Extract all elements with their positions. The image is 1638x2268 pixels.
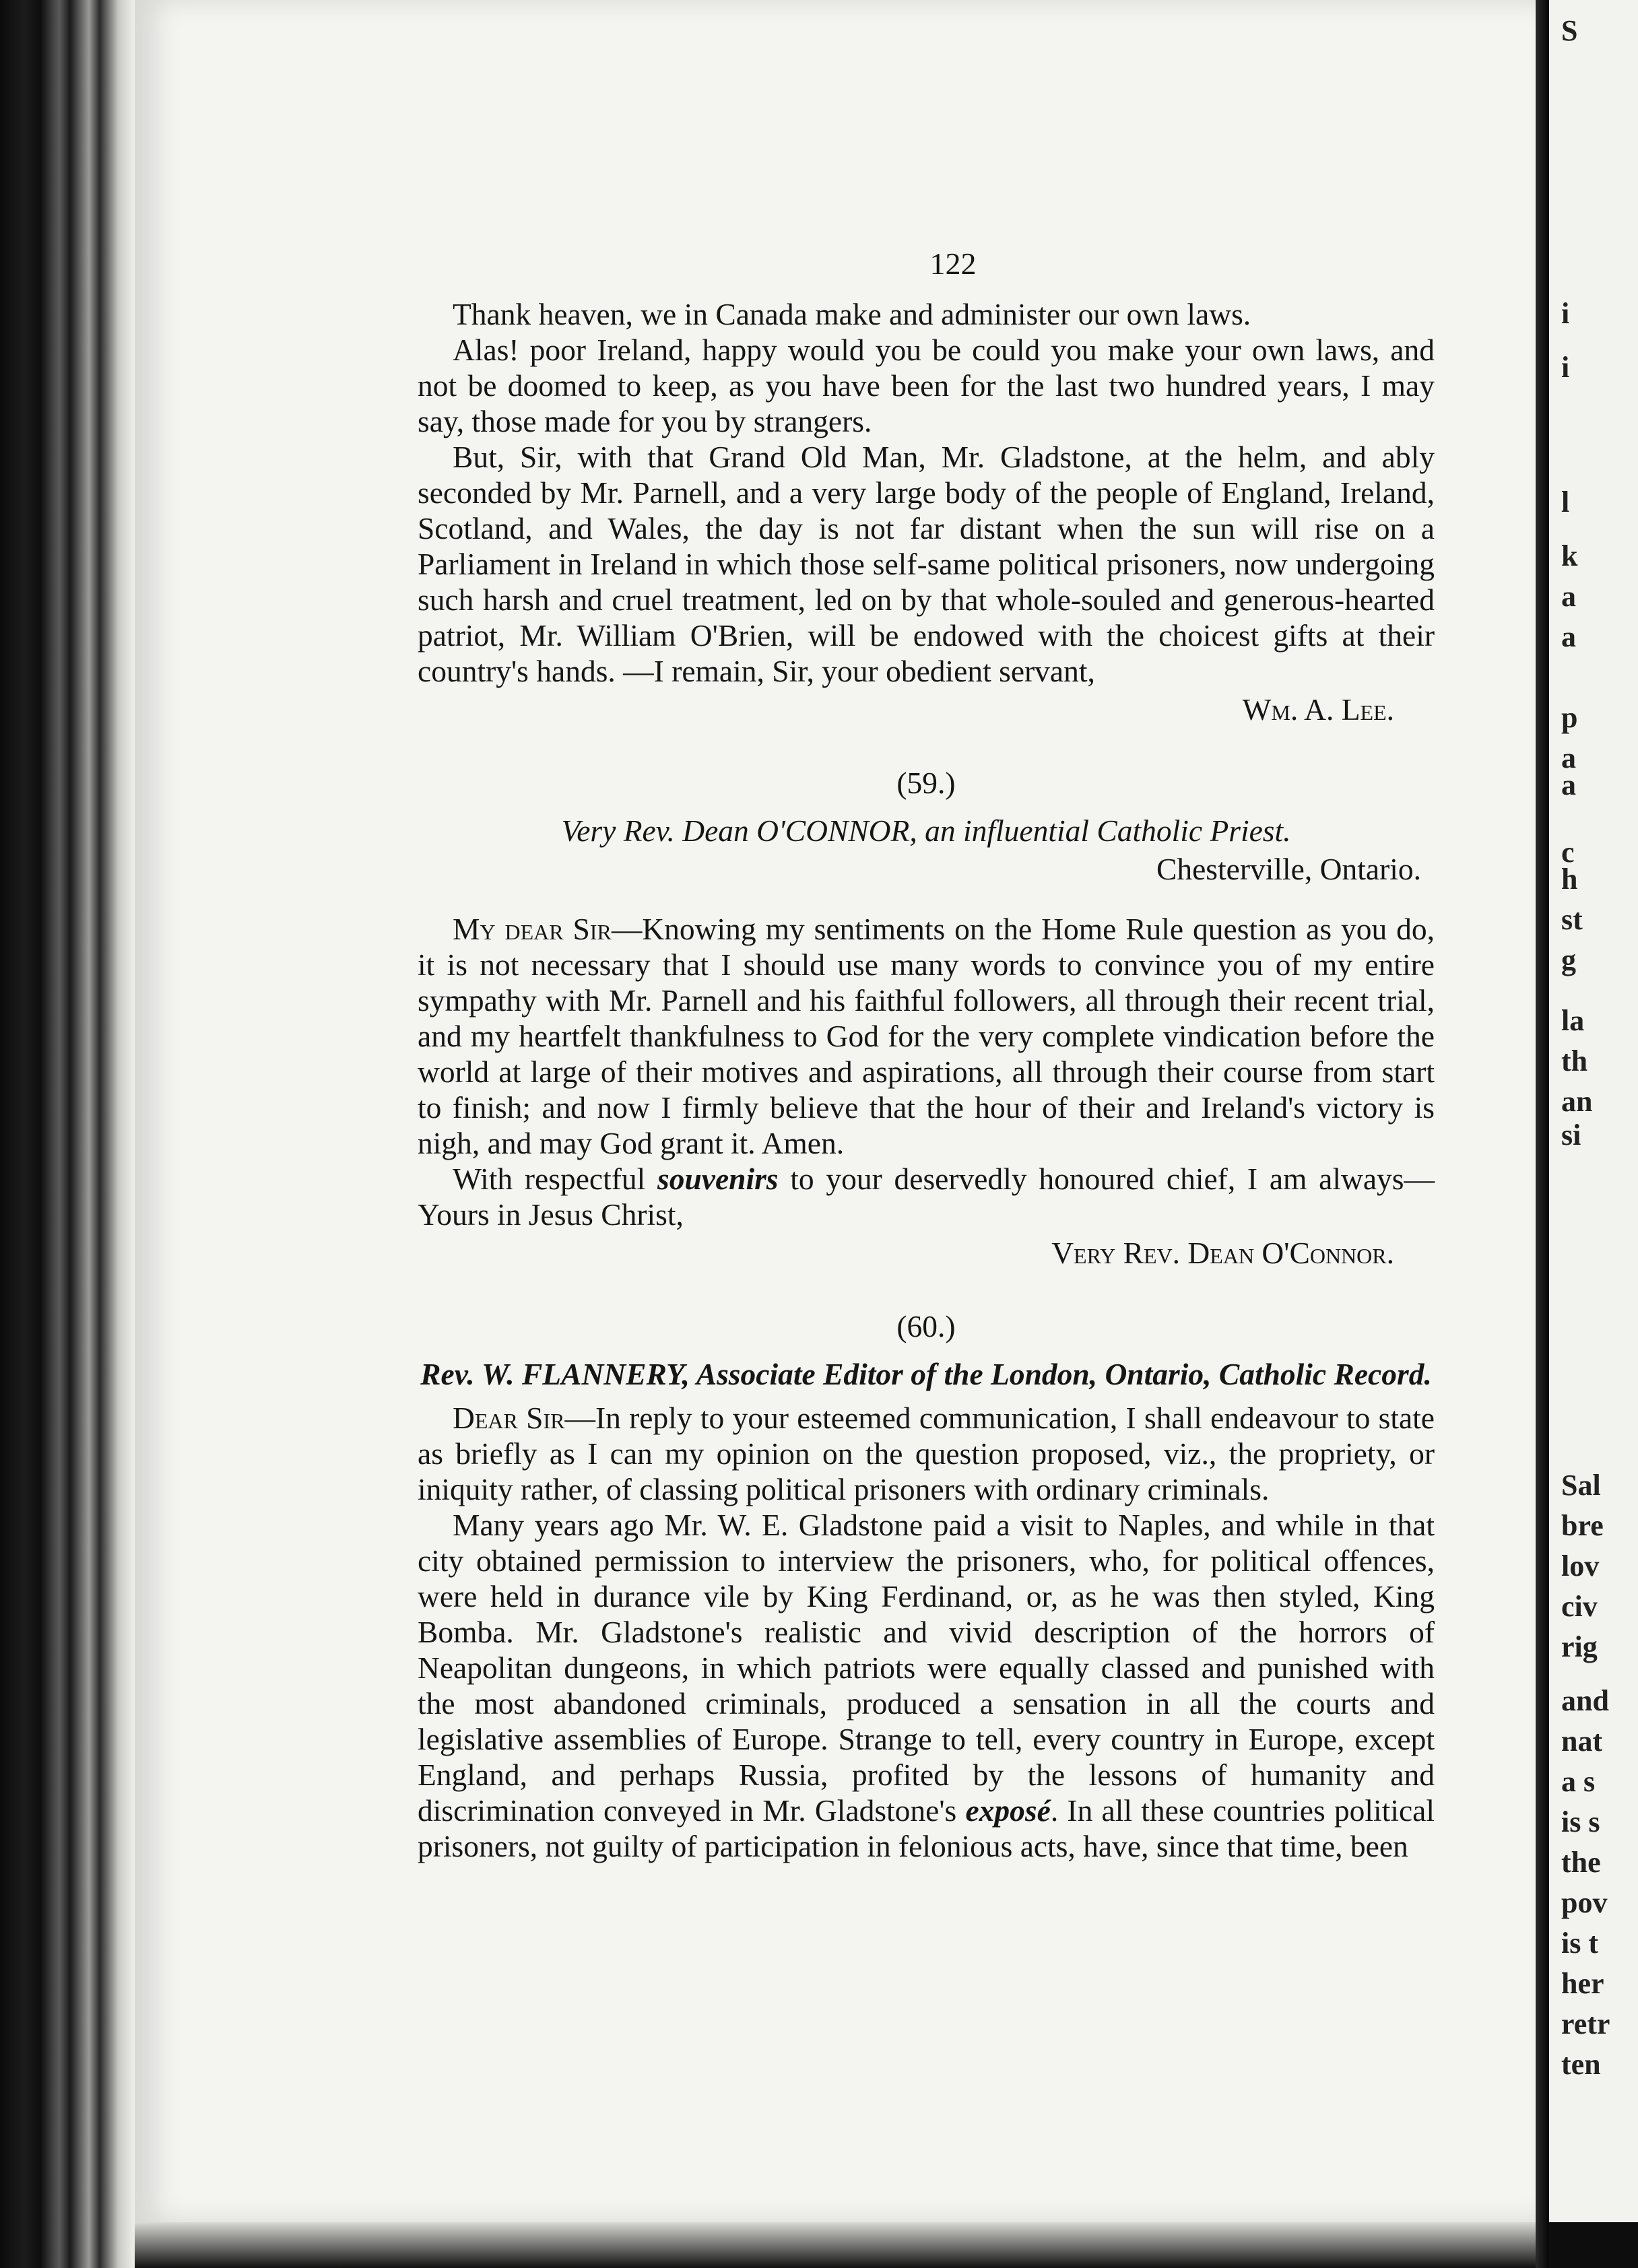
letter-number: (60.) xyxy=(896,1309,956,1343)
body-text: Many years ago Mr. W. E. Gladstone paid a visit to Naples, and while in that city obtained permission to interview the prisoners, who, for political offences, were held in durance vile by King Ferdinand, or, as he was then styled, King Bomba. Mr. Gladstone's realistic and vivid description of the horrors of Neapolitan dungeons, in which patriots were equally classed and punished with the most abandoned criminals, produced a sensation in all the courts and legislative assemblies of Europe. Strange to tell, every country in Europe, except England, and perhaps Russia, profited by the lessons of humanity and discrimination conveyed in Mr. Gladstone's xyxy=(418,1508,1435,1828)
adjacent-page-fragment: and xyxy=(1561,1684,1609,1717)
adjacent-page-fragment: a xyxy=(1561,580,1576,613)
adjacent-page-edge xyxy=(1549,0,1638,2222)
adjacent-page-fragment: h xyxy=(1561,863,1578,896)
adjacent-page-fragment: si xyxy=(1561,1119,1581,1152)
page-content xyxy=(418,246,1435,1864)
adjacent-page-fragment: her xyxy=(1561,1967,1604,2000)
paragraph: Thank heaven, we in Canada make and administer our own laws. xyxy=(453,297,1251,331)
body-text: —In reply to your esteemed communication, I shall endeavour to state as briefly as I can my opinion on the question proposed, viz., the propriety, or iniquity rather, of classing political prisoners with ordinary criminals. xyxy=(418,1401,1435,1506)
adjacent-page-fragment: g xyxy=(1561,943,1576,976)
adjacent-page-fragment: civ xyxy=(1561,1590,1598,1623)
adjacent-page-fragment: rig xyxy=(1561,1630,1598,1663)
heading-title: Associate Editor of the London, Ontario, Catholic Record. xyxy=(690,1357,1432,1391)
letter-place: Chesterville, Ontario. xyxy=(1156,852,1421,886)
body-text: . In all these countries political prisoners, not guilty of participation in felonious acts, have, since that time, been xyxy=(418,1793,1435,1863)
adjacent-page-fragment: pov xyxy=(1561,1886,1608,1919)
adjacent-page-fragment: an xyxy=(1561,1085,1593,1118)
adjacent-page-fragment: a xyxy=(1561,741,1576,774)
adjacent-page-fragment: lov xyxy=(1561,1549,1600,1582)
paragraph: Alas! poor Ireland, happy would you be could you make your own laws, and not be doomed to keep, as you have been for the last two hundred years, I may say, those made for you by strangers. xyxy=(418,333,1435,438)
adjacent-page-fragment: st xyxy=(1561,903,1583,936)
adjacent-page-fragment: Sal xyxy=(1561,1469,1601,1502)
adjacent-page-fragment: a xyxy=(1561,768,1576,801)
italic-word: souvenirs xyxy=(657,1162,779,1196)
adjacent-page-fragment: p xyxy=(1561,701,1578,734)
book-binding xyxy=(0,0,135,2268)
salutation: Dear Sir xyxy=(453,1401,565,1435)
body-text: to your deservedly honoured chief, I am always—Yours in Jesus Christ, xyxy=(418,1162,1435,1232)
adjacent-page-fragment: la xyxy=(1561,1004,1585,1037)
adjacent-page-fragment: bre xyxy=(1561,1509,1604,1542)
adjacent-page-fragment: retr xyxy=(1561,2007,1610,2040)
letter-heading: Very Rev. Dean O'CONNOR, an influential Catholic Priest. xyxy=(561,813,1291,848)
italic-word: exposé xyxy=(965,1793,1051,1828)
page-number: 122 xyxy=(929,246,977,281)
letter-body xyxy=(418,1507,1435,1864)
body-text: —Knowing my sentiments on the Home Rule question as you do, it is not necessary that I should use many words to convince you of my entire sympathy with Mr. Parnell and his faithful followers, all through their recent trial, and my heartfelt thankfulness to God for the very complete vindication before the world at large of their motives and aspirations, all through their course from start to finish; and now I firmly believe that the hour of their and Ireland's victory is nigh, and may God grant it. Amen. xyxy=(418,912,1435,1160)
adjacent-page-fragment: a xyxy=(1561,620,1576,653)
signature: Wm. A. Lee. xyxy=(1242,692,1394,727)
letter-body xyxy=(418,1400,1435,1507)
adjacent-page-fragment: i xyxy=(1561,351,1570,384)
letter-number: (59.) xyxy=(896,766,956,800)
adjacent-page-fragment: nat xyxy=(1561,1725,1603,1758)
adjacent-page-fragment: S xyxy=(1561,14,1578,47)
salutation: My dear Sir xyxy=(453,912,612,946)
adjacent-page-fragment: th xyxy=(1561,1044,1588,1077)
signature: Very Rev. Dean O'Connor. xyxy=(1051,1236,1394,1270)
adjacent-page-fragment: ten xyxy=(1561,2048,1601,2081)
page-gutter xyxy=(1536,0,1549,2268)
heading-name: Rev. W. FLANNERY, xyxy=(420,1357,690,1391)
letter-body xyxy=(418,1161,1435,1232)
adjacent-page-fragment: a s xyxy=(1561,1765,1596,1798)
body-text: With respectful xyxy=(453,1162,657,1196)
adjacent-page-fragment: is s xyxy=(1561,1805,1600,1838)
adjacent-page-fragment: is t xyxy=(1561,1927,1598,1960)
letter-body xyxy=(418,911,1435,1161)
adjacent-page-fragment: c xyxy=(1561,836,1575,869)
letter-heading xyxy=(418,1356,1435,1392)
adjacent-page-fragment: the xyxy=(1561,1846,1601,1879)
page-bottom-edge xyxy=(135,2222,1536,2268)
adjacent-page-fragment: i xyxy=(1561,297,1570,330)
adjacent-page-fragment: l xyxy=(1561,486,1570,519)
adjacent-page-fragment: k xyxy=(1561,539,1578,572)
paragraph: But, Sir, with that Grand Old Man, Mr. Gladstone, at the helm, and ably seconded by Mr. Parnell, and a very large body of the people of England, Ireland, Scotland, and Wales, the day is not far distant when the sun will rise on a Parliament in Ireland in which those self-same political prisoners, now undergoing such harsh and cruel treatment, led on by that whole-souled and generous-hearted patriot, Mr. William O'Brien, will be endowed with the choicest gifts at their country's hands. —I remain, Sir, your obedient servant, xyxy=(418,440,1435,688)
